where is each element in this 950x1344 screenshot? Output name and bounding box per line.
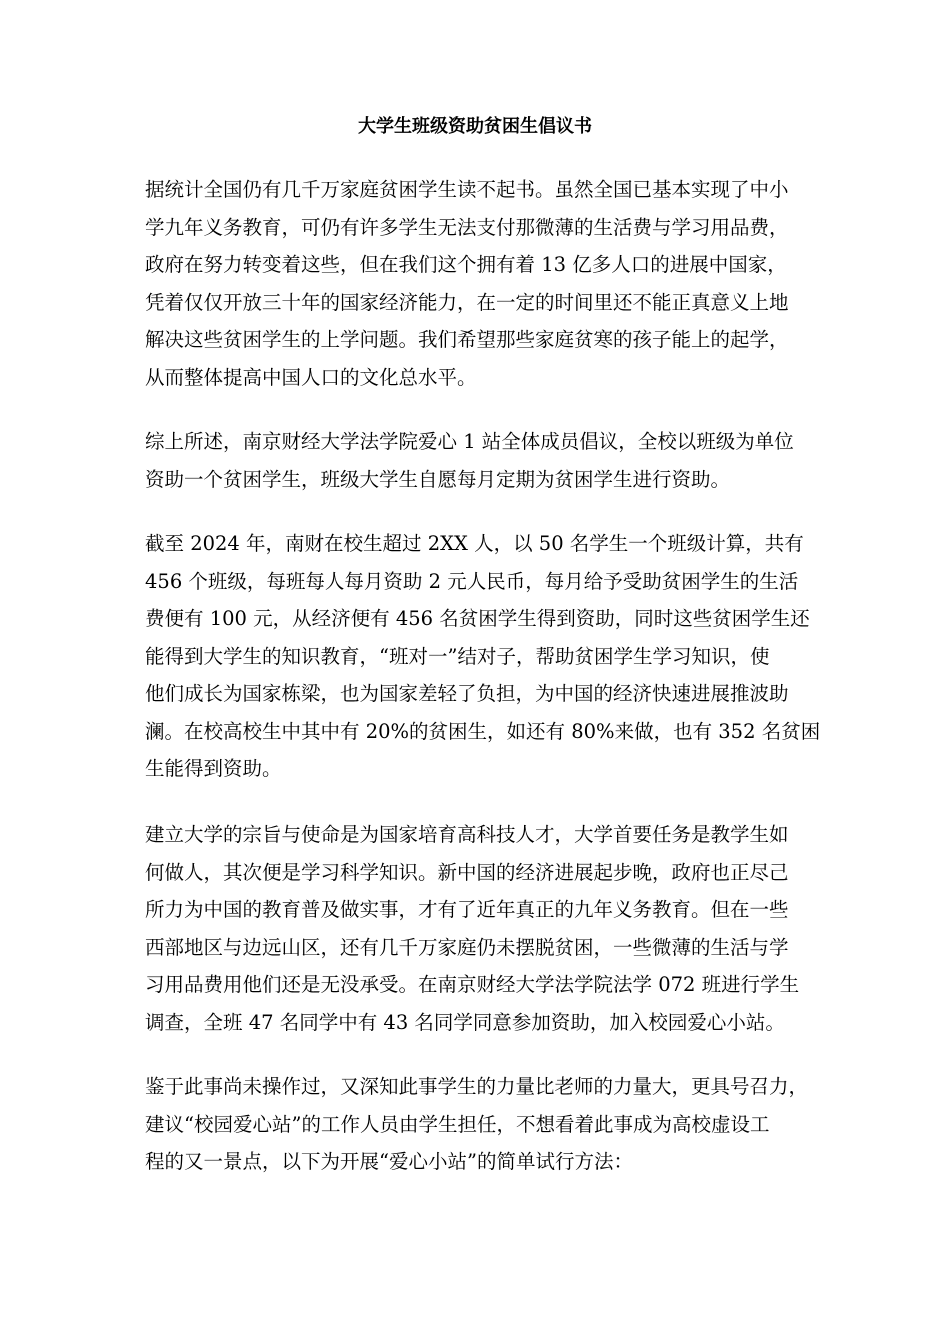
paragraph-line: 所力为中国的教育普及做实事，才有了近年真正的九年义务教育。但在一些	[145, 898, 789, 921]
paragraph-4	[145, 816, 820, 1041]
paragraph-2	[145, 423, 820, 498]
paragraph-line: 何做人，其次便是学习科学知识。新中国的经济进展起步晚，政府也正尽己	[145, 860, 789, 884]
paragraph-1	[145, 171, 820, 396]
paragraph-line: 截至 2024 年，南财在校生超过 2XX 人，以 50 名学生一个班级计算，共有	[145, 532, 804, 555]
paragraph-line: 学九年义务教育，可仍有许多学生无法支付那微薄的生活费与学习用品费，	[145, 215, 789, 239]
paragraph-line: 综上所述，南京财经大学法学院爱心 1 站全体成员倡议，全校以班级为单位	[145, 430, 794, 453]
paragraph-line: 解决这些贫困学生的上学问题。我们希望那些家庭贫寒的孩子能上的起学，	[145, 328, 789, 351]
paragraph-line: 政府在努力转变着这些，但在我们这个拥有着 13 亿多人口的进展中国家，	[145, 253, 787, 276]
paragraph-5	[145, 1068, 820, 1181]
paragraph-line: 他们成长为国家栋梁，也为国家差轻了负担，为中国的经济快速进展推波助	[145, 682, 789, 705]
paragraph-line: 习用品费用他们还是无没承受。在南京财经大学法学院法学 072 班进行学生	[145, 973, 800, 996]
paragraph-line: 能得到大学生的知识教育，“班对一”结对子，帮助贫困学生学习知识，使	[145, 644, 770, 668]
document-title: 大学生班级资助贫困生倡议书	[358, 116, 592, 137]
paragraph-line: 鉴于此事尚未操作过，又深知此事学生的力量比老师的力量大，更具号召力，	[145, 1075, 809, 1098]
paragraph-line: 456 个班级，每班每人每月资助 2 元人民币，每月给予受助贫困学生的生活	[145, 569, 799, 593]
paragraph-line: 资助一个贫困学生，班级大学生自愿每月定期为贫困学生进行资助。	[145, 467, 731, 491]
paragraph-line: 澜。在校高校生中其中有 20%的贫困生，如还有 80%来做，也有 352 名贫困	[145, 719, 821, 743]
paragraph-line: 西部地区与边远山区，还有几千万家庭仍未摆脱贫困，一些微薄的生活与学	[145, 935, 789, 959]
paragraph-line: 程的又一景点，以下为开展“爱心小站”的简单试行方法：	[145, 1150, 633, 1173]
paragraph-line: 凭着仅仅开放三十年的国家经济能力，在一定的时间里还不能正真意义上地	[145, 290, 789, 314]
paragraph-3	[145, 525, 820, 788]
paragraph-line: 建议“校园爱心站”的工作人员由学生担任，不想看着此事成为高校虚设工	[145, 1112, 770, 1136]
paragraph-line: 调查，全班 47 名同学中有 43 名同学同意参加资助，加入校园爱心小站。	[145, 1010, 785, 1034]
paragraph-line: 生能得到资助。	[145, 757, 282, 780]
paragraph-line: 据统计全国仍有几千万家庭贫困学生读不起书。虽然全国已基本实现了中小	[145, 178, 789, 201]
paragraph-line: 从而整体提高中国人口的文化总水平。	[145, 365, 477, 389]
paragraph-line: 建立大学的宗旨与使命是为国家培育高科技人才，大学首要任务是教学生如	[145, 823, 789, 846]
paragraph-line: 费便有 100 元，从经济便有 456 名贫困学生得到资助，同时这些贫困学生还	[145, 607, 810, 630]
